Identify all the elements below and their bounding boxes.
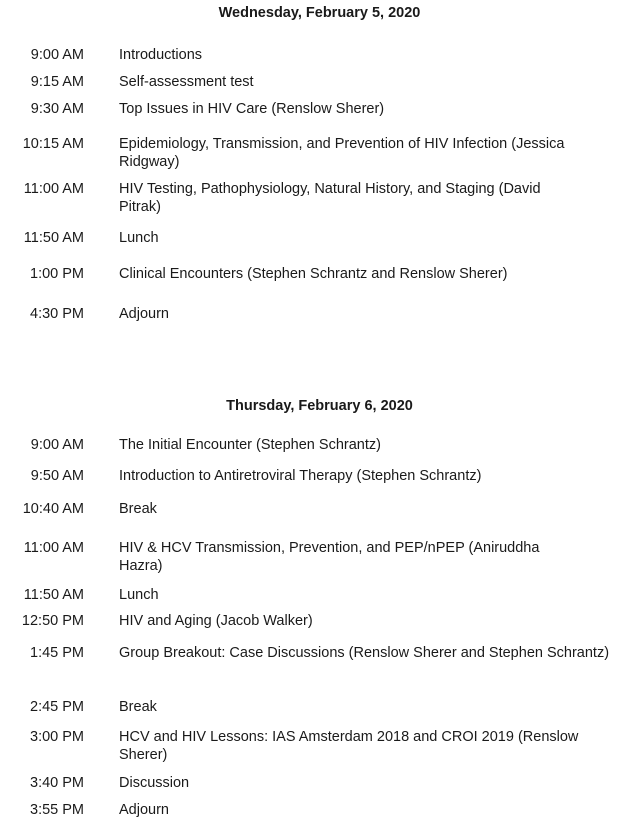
session-title: Top Issues in HIV Care (Renslow Sherer) [119,101,385,117]
session-time: 10:15 AM [22,136,84,152]
day-title: Wednesday, February 5, 2020 [218,5,421,21]
session-time: 4:30 PM [30,306,84,322]
session-time: 3:00 PM [30,729,84,745]
session-title: Introductions [119,47,203,63]
session-time: 1:00 PM [30,266,84,282]
session-time: 3:55 PM [30,802,84,818]
session-time: 12:50 PM [21,613,84,629]
session-title: Adjourn [119,306,169,322]
session-time: 11:00 AM [23,540,84,556]
session-time: 11:50 AM [23,230,84,246]
session-time: 9:30 AM [30,101,84,117]
session-time: 9:15 AM [30,74,84,90]
session-time: 1:45 PM [30,645,84,661]
session-time: 2:45 PM [30,699,84,715]
session-title: Self-assessment test [119,74,254,90]
session-title: HIV and Aging (Jacob Walker) [119,613,313,629]
day-title: Thursday, February 6, 2020 [226,398,413,414]
session-title: The Initial Encounter (Stephen Schrantz) [119,437,381,453]
session-title: Clinical Encounters (Stephen Schrantz and Renslow Sherer) [119,266,508,282]
session-title: Group Breakout: Case Discussions (Renslow Sherer and Stephen Schrantz) [119,645,610,661]
session-title: HIV & HCV Transmission, Prevention, and PEP/nPEP (Aniruddha Hazra) [119,540,540,574]
session-time: 9:50 AM [30,468,84,484]
session-time: 10:40 AM [22,501,84,517]
session-time: 9:00 AM [30,437,84,453]
session-title: Discussion [119,775,190,791]
session-title: HIV Testing, Pathophysiology, Natural History, and Staging (David Pitrak) [119,181,541,215]
session-title: Adjourn [119,802,169,818]
session-title: Lunch [119,587,159,603]
session-title: Lunch [119,230,159,246]
session-time: 3:40 PM [30,775,84,791]
session-title: Break [119,699,157,715]
session-title: Introduction to Antiretroviral Therapy (Stephen Schrantz) [119,468,482,484]
session-title: Epidemiology, Transmission, and Prevention of HIV Infection (Jessica Ridgway) [119,136,565,170]
session-time: 9:00 AM [30,47,84,63]
session-time: 11:00 AM [23,181,84,197]
session-title: Break [119,501,157,517]
session-title: HCV and HIV Lessons: IAS Amsterdam 2018 and CROI 2019 (Renslow Sherer) [119,729,579,763]
session-time: 11:50 AM [23,587,84,603]
